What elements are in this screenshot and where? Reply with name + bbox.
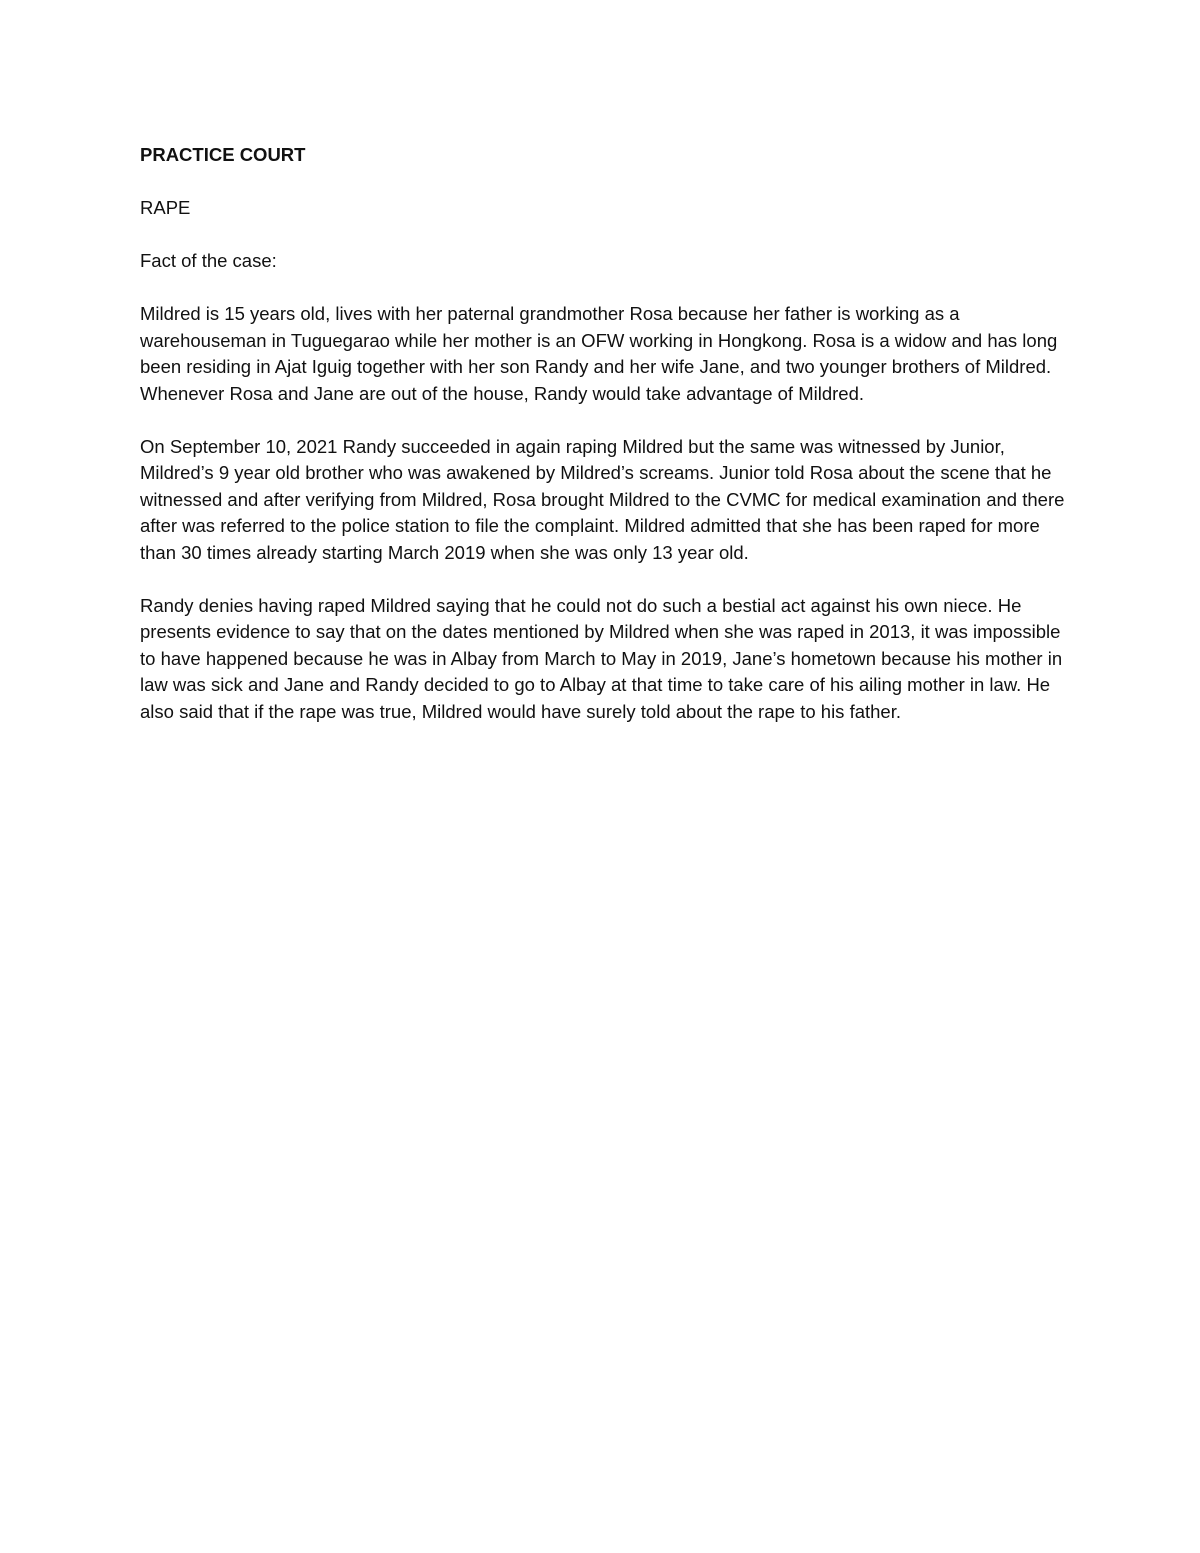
document-title: PRACTICE COURT xyxy=(140,144,306,165)
document-subject: RAPE xyxy=(140,197,191,218)
paragraph: On September 10, 2021 Randy succeeded in again raping Mildred but the same was witnessed by Junior, Mildred’s 9 year old brother who was awakened by Mildred’s screams. Junior told Rosa about the scene that he witnessed and after verifying from Mildred, Rosa brought Mildred to the CVMC for medical examination and there after was referred to the police station to file the complaint. Mildred admitted that she has been raped for more than 30 times already starting March 2019 when she was only 13 year old. xyxy=(140,435,1065,563)
section-heading: Fact of the case: xyxy=(140,250,277,271)
paragraph: Mildred is 15 years old, lives with her paternal grandmother Rosa because her father is working as a warehouseman in Tuguegarao while her mother is an OFW working in Hongkong. Rosa is a widow and has long been residing in Ajat Iguig together with her son Randy and her wife Jane, and two younger brothers of Mildred. Whenever Rosa and Jane are out of the house, Randy would take advantage of Mildred. xyxy=(140,303,1058,404)
paragraph: Randy denies having raped Mildred saying that he could not do such a bestial act against his own niece. He presents evidence to say that on the dates mentioned by Mildred when she was raped in 2013, it was impossible to have happened because he was in Albay from March to May in 2019, Jane’s hometown because his mother in law was sick and Jane and Randy decided to go to Albay at that time to take care of his ailing mother in law. He also said that if the rape was true, Mildred would have surely told about the rape to his father. xyxy=(140,594,1063,722)
document-body xyxy=(140,142,1065,752)
